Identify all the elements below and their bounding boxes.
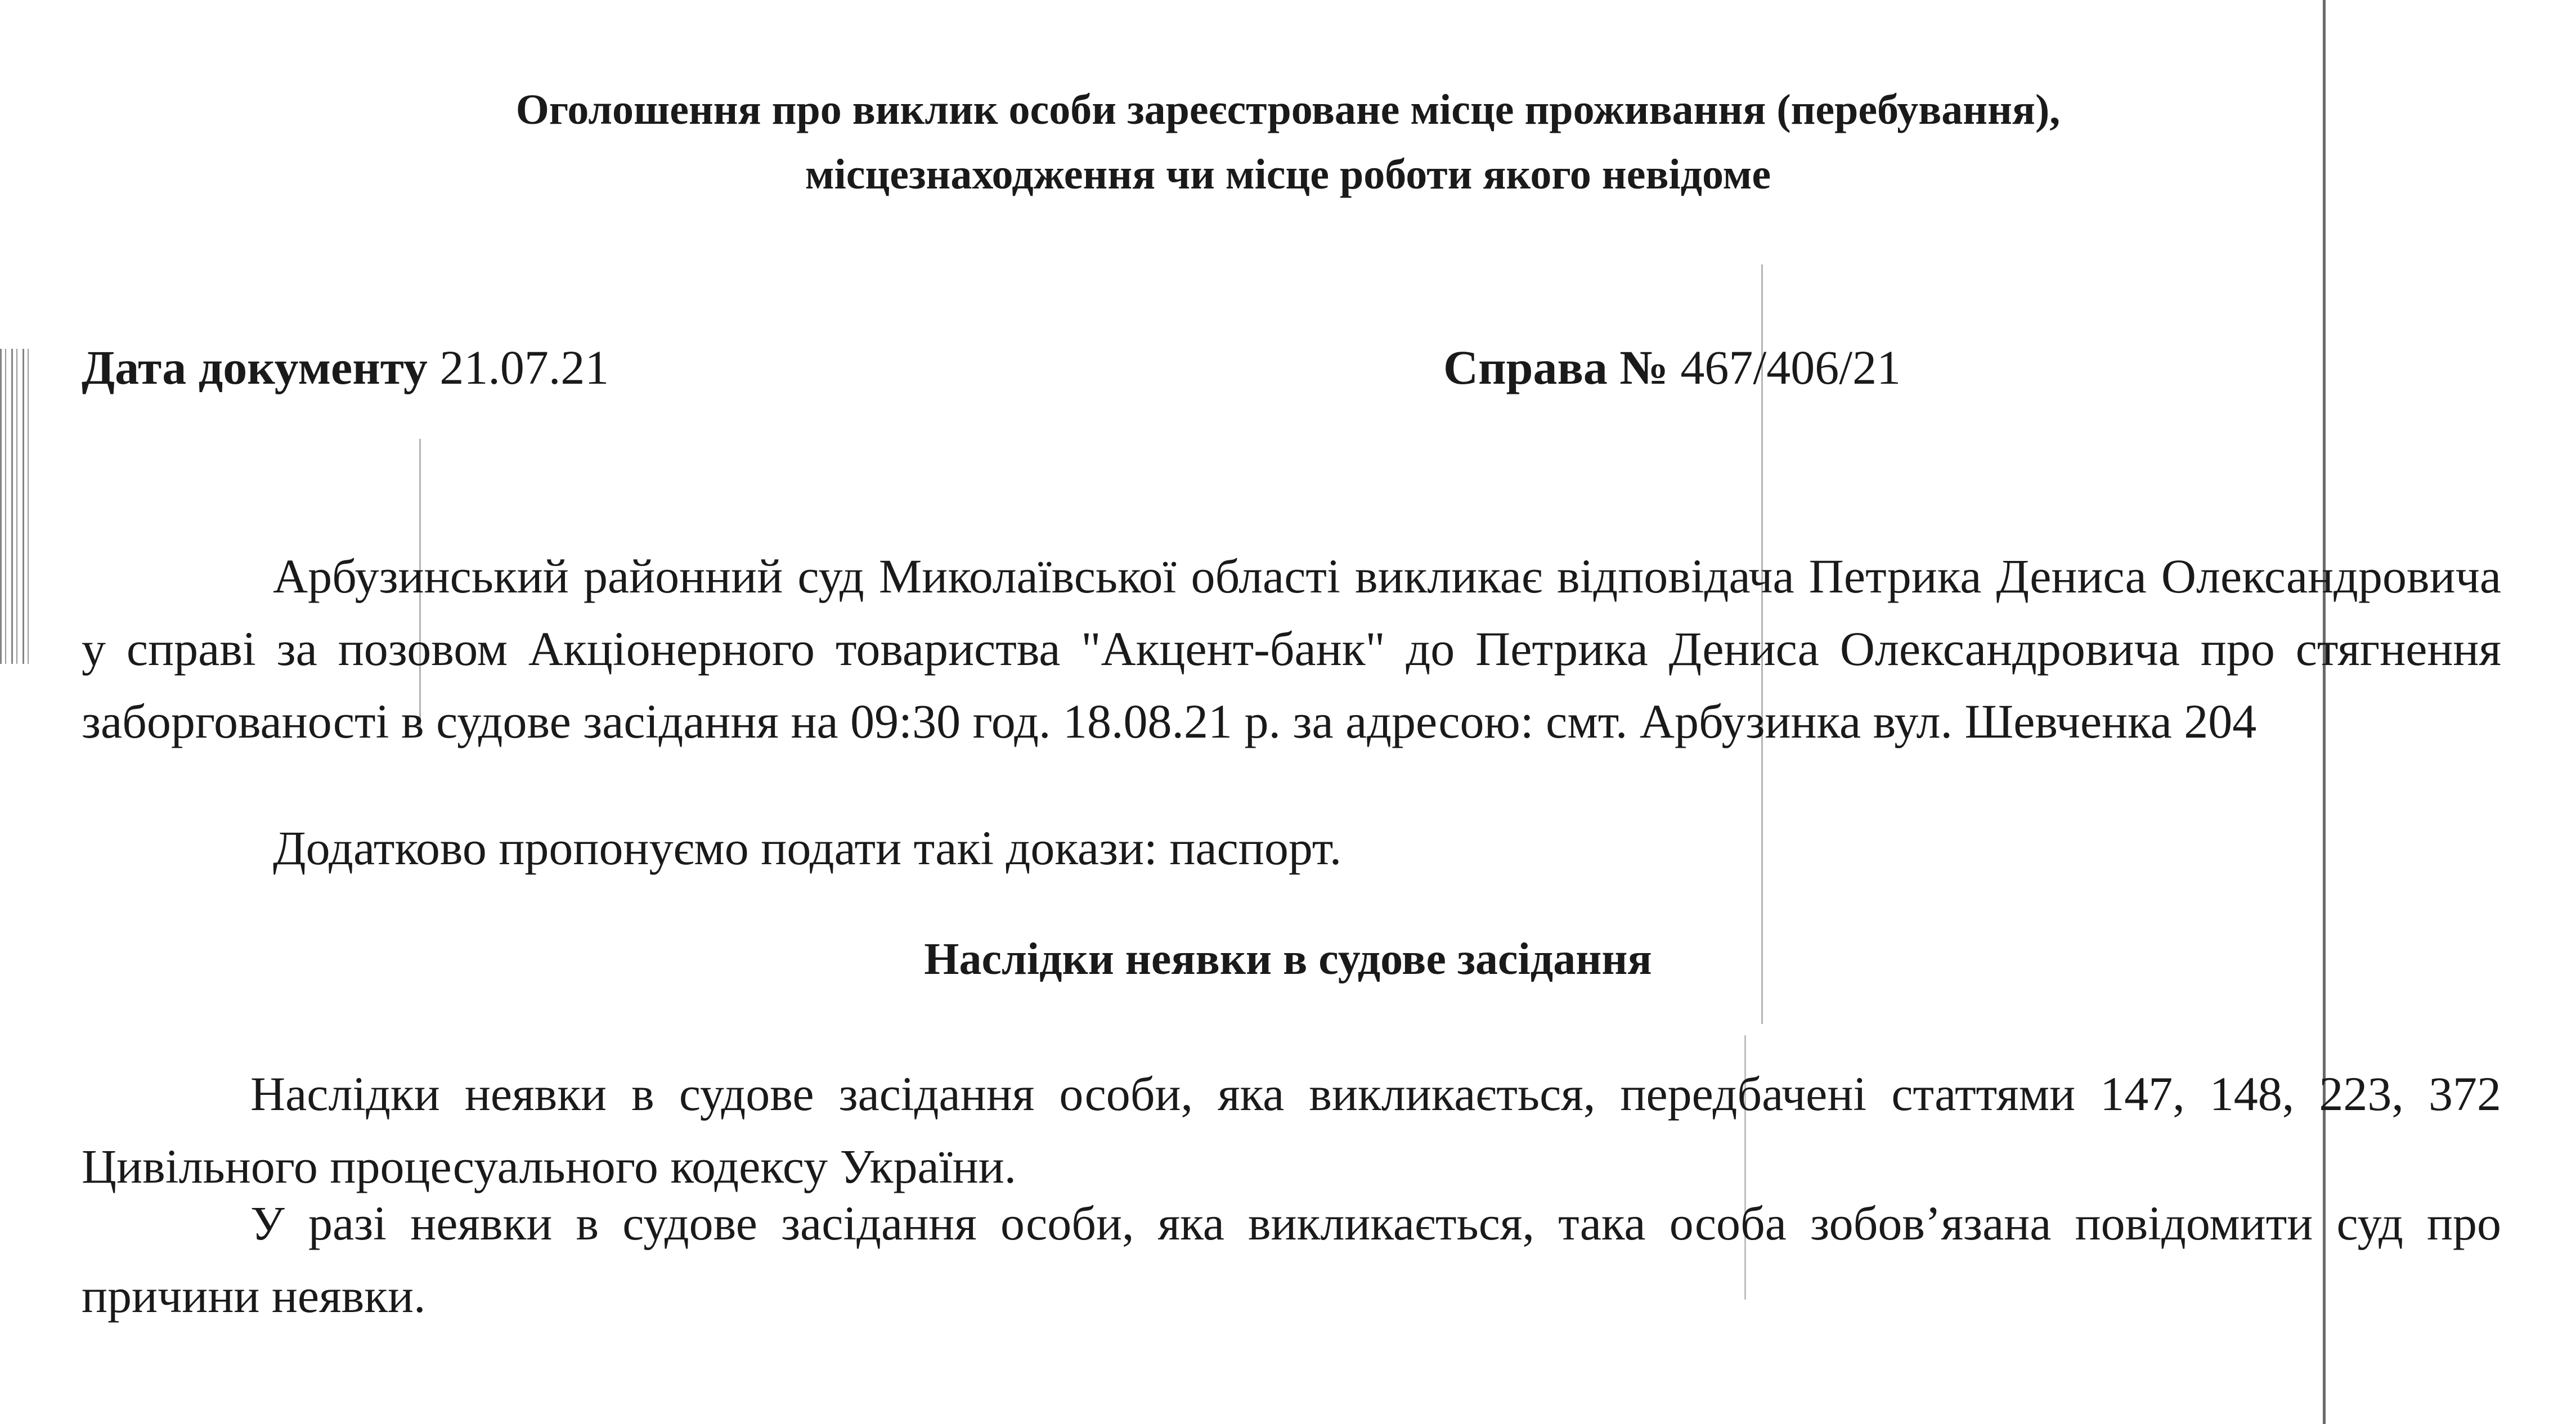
date-label: Дата документу [82,340,428,394]
consequences-title: Наслідки неявки в судове засідання [924,935,1652,984]
document-title-line-1: Оголошення про виклик особи зареєстроване місце проживання (перебування), [515,86,2061,133]
document-title-line-2: місцезнаходження чи місце роботи якого невідоме [805,151,1771,198]
evidence-paragraph: Додатково пропонуємо подати такі докази: паспорт. [273,821,1342,875]
scan-noise-left [0,349,34,664]
summons-paragraph: Арбузинський районний суд Миколаївської області викликає відповідача Петрика Дениса Олександровича у справі за позовом Акціонерного товариства "Акцент-банк" до Петрика Дениса Олександровича про стягнення заборгованості в судове засідання на 09:30 год. 18.08.21 р. за адресою: смт. Арбузинка вул. Шевченка 204 [82,549,2501,748]
document-date [82,336,609,398]
date-value: 21.07.21 [439,340,609,394]
case-label: Справа № [1443,340,1668,394]
consequences-paragraph-1: Наслідки неявки в судове засідання особи, яка викликається, передбачені статтями 147, 148, 223, 372 Цивільного процесуального кодексу України. [82,1067,2501,1193]
consequences-paragraph-2: У разі неявки в судове засідання особи, яка викликається, така особа зобов’язана повідомити суд про причини неявки. [82,1196,2501,1323]
case-number [1443,336,1901,398]
case-value: 467/406/21 [1680,340,1901,394]
